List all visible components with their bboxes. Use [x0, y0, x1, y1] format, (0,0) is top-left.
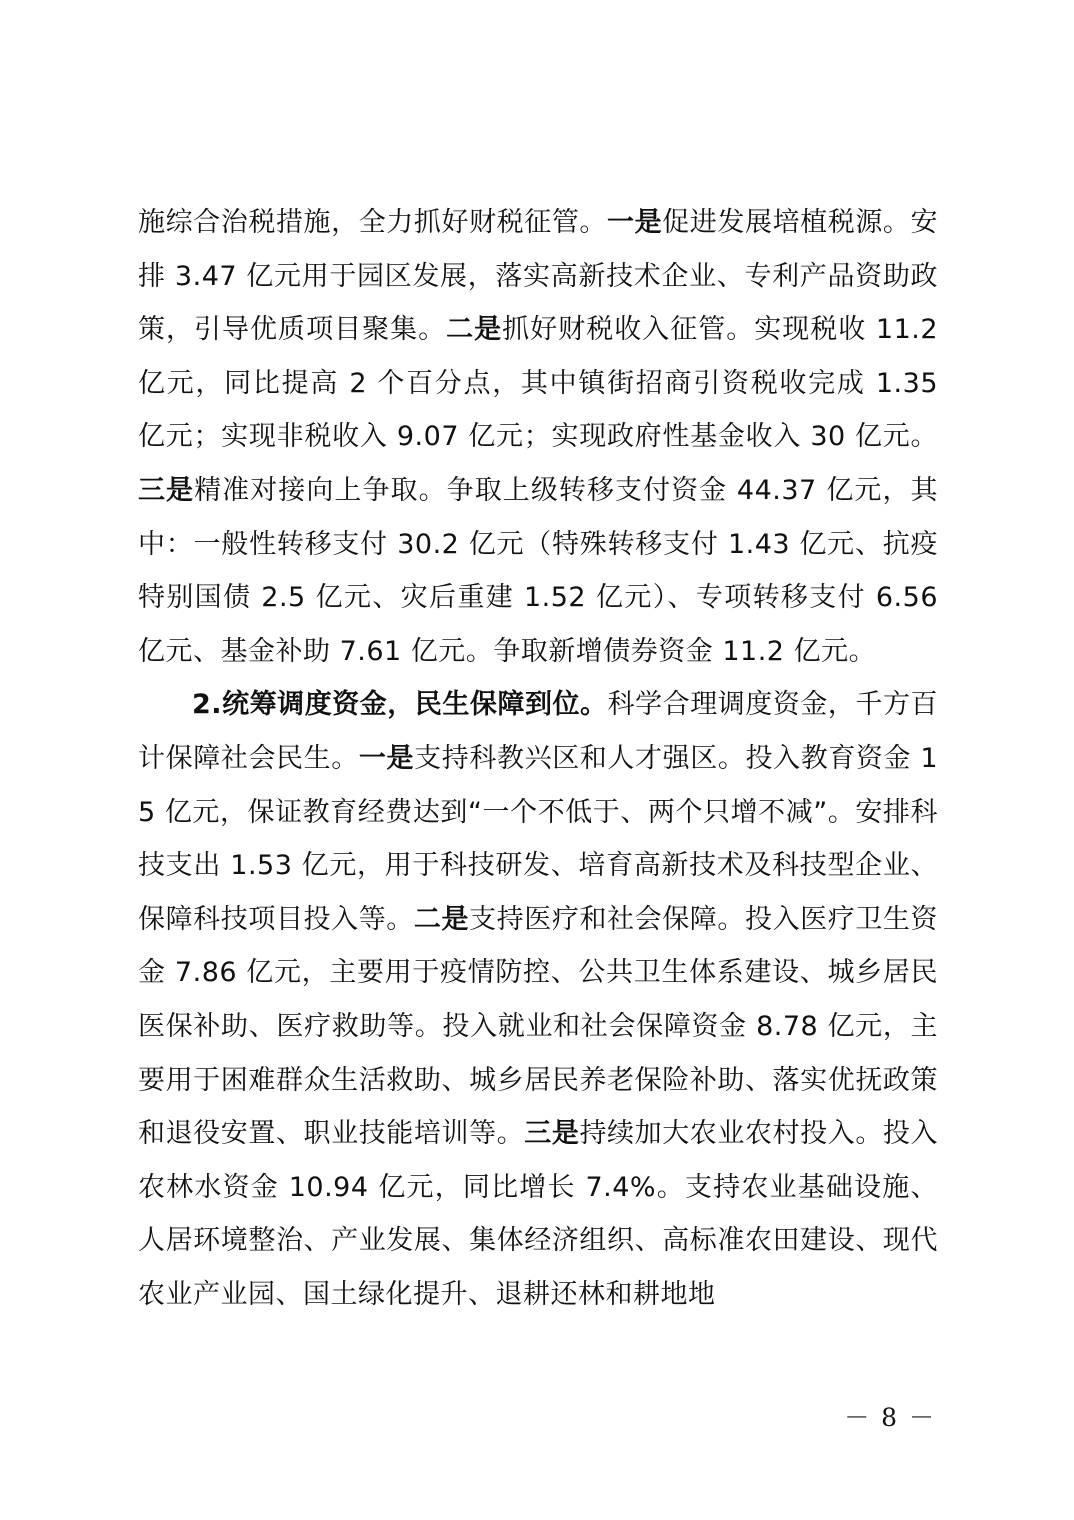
text-segment: 支持科教兴区和人才强区。投入教育资金 15 亿元，保证教育经费达到“一个不低于、两个只增不减”。安排科技支出 1.53 亿元，用于科技研发、培育高新技术及科技型企业、保障科技项目投入等。 [138, 742, 939, 935]
document-body [138, 196, 938, 1321]
bold-keyword: 二是 [446, 314, 503, 346]
bold-keyword: 一是 [358, 742, 415, 774]
page-number: － 8 － [844, 1403, 936, 1432]
bold-keyword: 三是 [138, 474, 195, 506]
section-heading: 2.统筹调度资金，民生保障到位。 [192, 689, 608, 721]
bold-keyword: 三是 [524, 1118, 580, 1150]
paragraph-livelihood-funds [138, 678, 938, 1321]
bold-keyword: 二是 [413, 903, 470, 935]
bold-keyword: 一是 [607, 207, 663, 238]
text-segment: 施综合治税措施，全力抓好财税征管。 [138, 207, 608, 238]
text-segment: 促进发展培植税源。安排 3.47 亿元用于园区发展，落实高新技术企业、专利产品资助政策，引导优质项目聚集。 [138, 207, 939, 346]
text-segment: 抓好财税收入征管。实现税收 11.2 亿元，同比提高 2 个百分点，其中镇街招商引资税收完成 1.35 亿元；实现非税收入 9.07 亿元；实现政府性基金收入 30 亿元。 [138, 314, 939, 453]
paragraph-tax-collection [138, 196, 938, 678]
text-segment: 持续加大农业农村投入。投入农林水资金 10.94 亿元，同比增长 7.4%。支持农业基础设施、人居环境整治、产业发展、集体经济组织、高标准农田建设、现代农业产业园、国土绿化提升、退耕还林和耕地地 [138, 1118, 939, 1310]
text-segment: 支持医疗和社会保障。投入医疗卫生资金 7.86 亿元，主要用于疫情防控、公共卫生体系建设、城乡居民医保补助、医疗救助等。投入就业和社会保障资金 8.78 亿元，主要用于困难群众生活救助、城乡居民养老保险补助、落实优抚政策和退役安置、职业技能培训等。 [138, 903, 939, 1150]
text-segment: 科学合理调度资金，千方百计保障社会民生。 [138, 689, 938, 774]
text-segment: 精准对接向上争取。争取上级转移支付资金 44.37 亿元，其中：一般性转移支付 30.2 亿元（特殊转移支付 1.43 亿元、抗疫特别国债 2.5 亿元、灾后重建 1.52 亿元）、专项转移支付 6.56 亿元、基金补助 7.61 亿元。争取新增债券资金 11.2 亿元。 [138, 474, 938, 667]
